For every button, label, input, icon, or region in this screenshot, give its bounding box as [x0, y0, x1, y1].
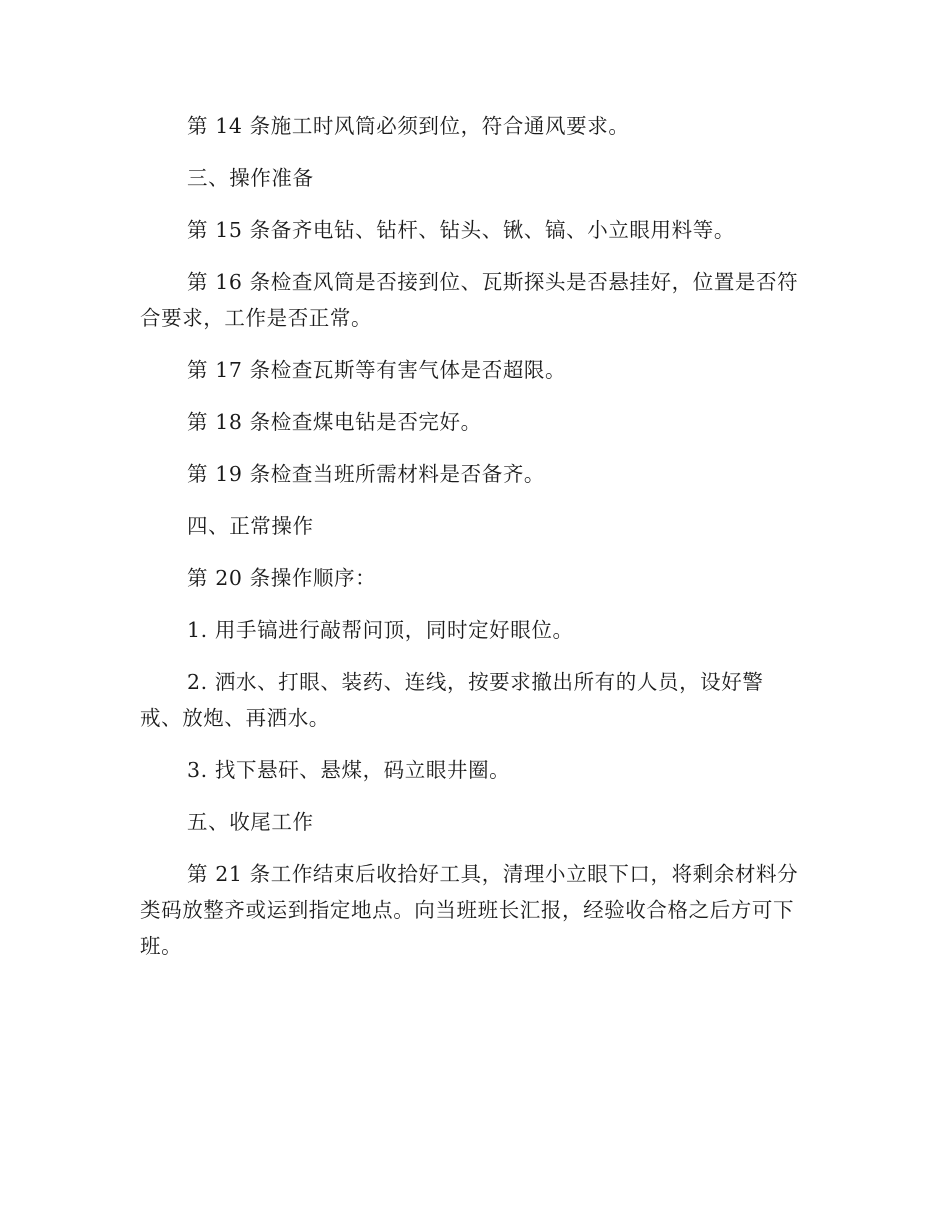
list-item-step-1: 1. 用手镐进行敲帮问顶，同时定好眼位。 [187, 618, 574, 642]
paragraph-article-18: 第 18 条检查煤电钻是否完好。 [187, 410, 482, 434]
section-heading-operation-preparation: 三、操作准备 [187, 166, 314, 190]
section-heading-closing-work: 五、收尾工作 [187, 810, 314, 834]
list-item-step-2: 2. 洒水、打眼、装药、连线，按要求撤出所有的人员，设好警戒、放炮、再洒水。 [140, 670, 764, 730]
paragraph-article-19: 第 19 条检查当班所需材料是否备齐。 [187, 462, 546, 486]
list-item-step-3: 3. 找下悬矸、悬煤，码立眼井圈。 [187, 758, 511, 782]
section-heading-normal-operation: 四、正常操作 [187, 514, 314, 538]
paragraph-article-16: 第 16 条检查风筒是否接到位、瓦斯探头是否悬挂好，位置是否符合要求，工作是否正常。 [140, 270, 799, 330]
paragraph-article-15: 第 15 条备齐电钻、钻杆、钻头、锹、镐、小立眼用料等。 [187, 218, 735, 242]
paragraph-article-17: 第 17 条检查瓦斯等有害气体是否超限。 [187, 358, 567, 382]
paragraph-article-21: 第 21 条工作结束后收拾好工具，清理小立眼下口，将剩余材料分类码放整齐或运到指定地点。向当班班长汇报，经验收合格之后方可下班。 [140, 862, 799, 958]
paragraph-article-14: 第 14 条施工时风筒必须到位，符合通风要求。 [187, 114, 630, 138]
paragraph-article-20: 第 20 条操作顺序： [187, 566, 377, 590]
document-body [140, 108, 805, 980]
